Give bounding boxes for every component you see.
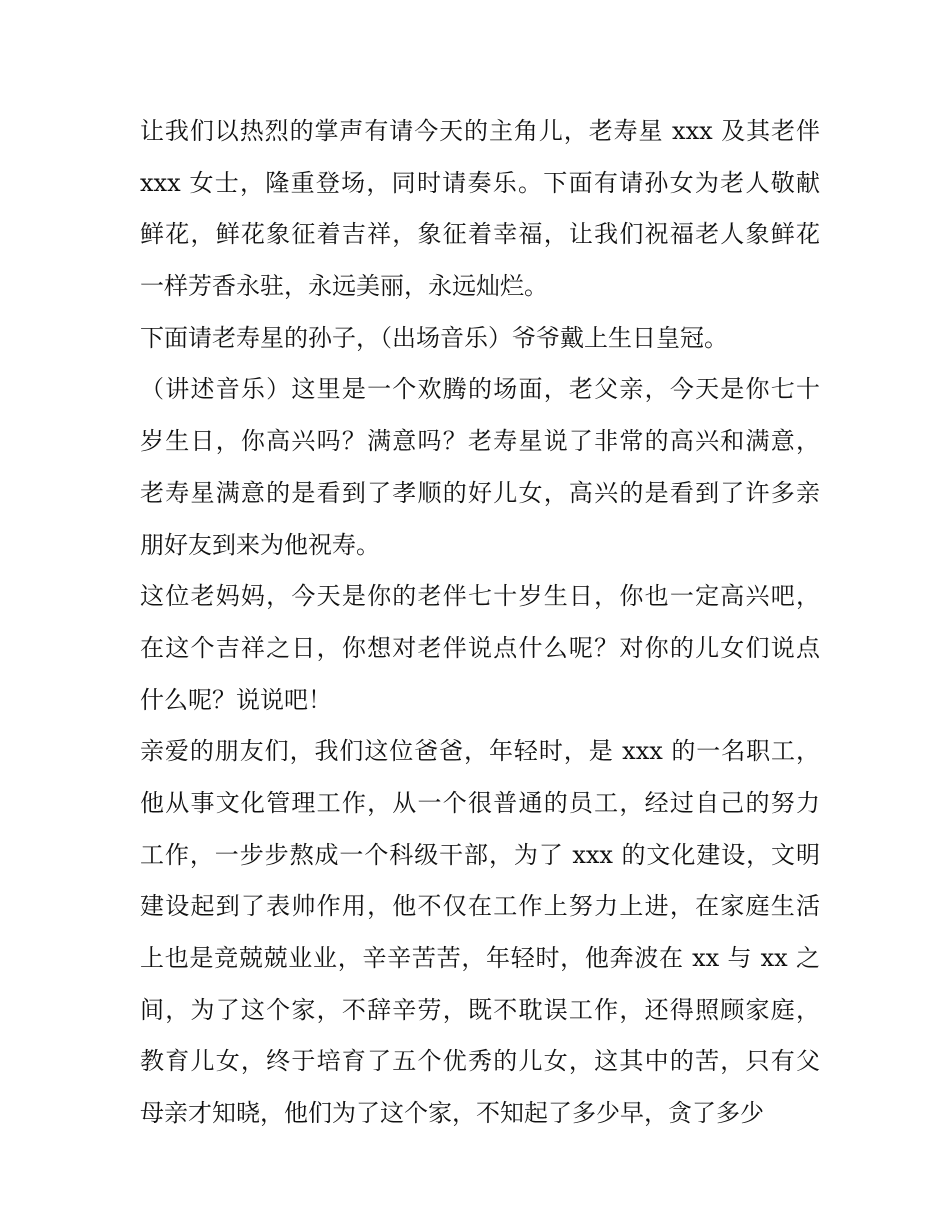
text-line: xxx 女士，隆重登场，同时请奏乐。下面有请孙女为老人敬献 <box>140 168 820 197</box>
text-line: 他从事文化管理工作，从一个很普通的员工，经过自己的努力 <box>140 788 820 817</box>
text-line: 让我们以热烈的掌声有请今天的主角儿，老寿星 xxx 及其老伴 <box>140 117 820 145</box>
text-line: 母亲才知晓，他们为了这个家，不知起了多少早，贪了多少 <box>140 1099 764 1128</box>
text-line: 一样芳香永驻，永远美丽，永远灿烂。 <box>140 272 548 301</box>
text-line: 上也是竞兢兢业业，辛辛苦苦，年轻时，他奔波在 xx 与 xx 之 <box>140 944 820 972</box>
paragraph-2 <box>140 313 820 365</box>
text-line: 在这个吉祥之日，你想对老伴说点什么呢？对你的儿女们说点 <box>140 633 820 662</box>
text-line: 朋好友到来为他祝寿。 <box>140 530 380 559</box>
text-line: 建设起到了表帅作用，他不仅在工作上努力上进，在家庭生活 <box>140 892 820 921</box>
text-line: 工作，一步步熬成一个科级干部，为了 xxx 的文化建设，文明 <box>140 840 820 869</box>
text-line: 老寿星满意的是看到了孝顺的好儿女，高兴的是看到了许多亲 <box>140 478 820 507</box>
text-line: 间，为了这个家，不辞辛劳，既不耽误工作，还得照顾家庭， <box>140 995 820 1024</box>
text-line: （讲述音乐）这里是一个欢腾的场面，老父亲，今天是你七十 <box>140 375 820 404</box>
document-body <box>140 106 820 1140</box>
text-line: 岁生日，你高兴吗？满意吗？老寿星说了非常的高兴和满意， <box>140 427 820 456</box>
paragraph-4 <box>140 571 820 726</box>
text-line: 什么呢？说说吧！ <box>140 685 332 714</box>
text-line: 教育儿女，终于培育了五个优秀的儿女，这其中的苦，只有父 <box>140 1047 820 1076</box>
paragraph-1 <box>140 106 820 313</box>
text-line: 鲜花，鲜花象征着吉祥，象征着幸福，让我们祝福老人象鲜花 <box>140 220 820 249</box>
paragraph-3 <box>140 364 820 571</box>
text-line: 亲爱的朋友们，我们这位爸爸，年轻时，是 xxx 的一名职工， <box>140 737 820 766</box>
text-line: 这位老妈妈，今天是你的老伴七十岁生日，你也一定高兴吧， <box>140 582 820 611</box>
paragraph-5 <box>140 726 820 1140</box>
text-line: 下面请老寿星的孙子，（出场音乐）爷爷戴上生日皇冠。 <box>140 323 728 352</box>
